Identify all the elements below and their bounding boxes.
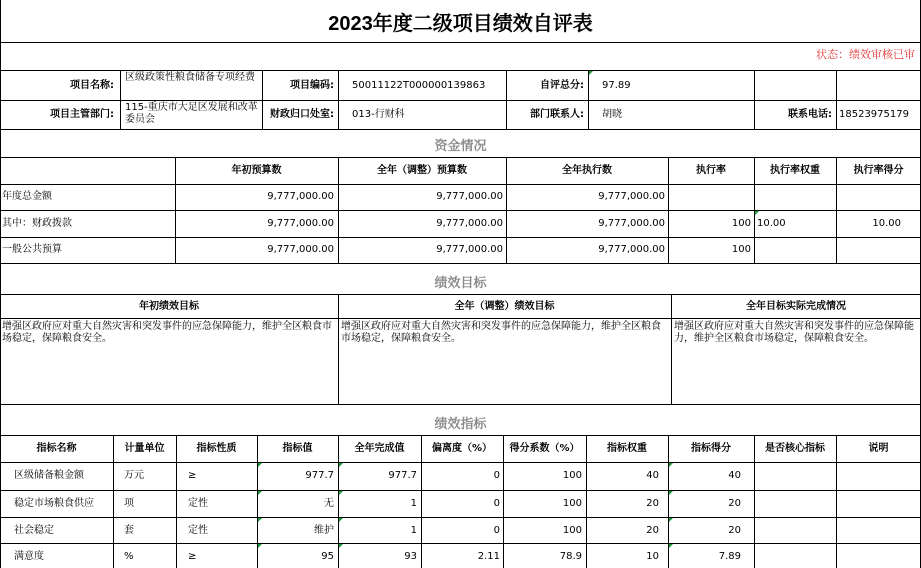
cell-marker-icon <box>669 463 673 467</box>
funds-cell: 9,777,000.00 <box>267 218 334 229</box>
indicator-nature: ≥ <box>188 551 197 562</box>
indicator-score: 7.89 <box>718 551 741 562</box>
goal-text-initial: 增强区政府应对重大自然灾害和突发事件的应急保障能力，维护全区粮食市场稳定，保障粮食安全。 <box>2 321 332 344</box>
funds-cell: 9,777,000.00 <box>436 244 503 255</box>
dept-label: 项目主管部门: <box>50 109 114 120</box>
indicator-header: 指标得分 <box>691 443 731 454</box>
status-badge: 状态：绩效审核已审 <box>816 48 915 61</box>
phone-value: 18523975179 <box>839 109 909 120</box>
funds-header: 年初预算数 <box>231 165 282 176</box>
funds-cell: 9,777,000.00 <box>598 191 665 202</box>
funds-header: 执行率权重 <box>770 165 820 176</box>
indicator-dev: 0 <box>493 470 500 481</box>
indicator-name: 满意度 <box>14 551 44 562</box>
funds-header: 执行率 <box>696 165 726 176</box>
project-code-label: 项目编码: <box>290 80 334 91</box>
indicator-name: 稳定市场粮食供应 <box>14 498 94 509</box>
finance-label: 财政归口处室: <box>270 109 334 120</box>
indicator-coef: 100 <box>562 498 582 509</box>
indicator-coef: 78.9 <box>559 551 582 562</box>
self-score-value: 97.89 <box>602 80 631 91</box>
indicator-nature: ≥ <box>188 470 197 481</box>
goal-text-actual: 增强区政府应对重大自然灾害和突发事件的应急保障能力，维护全区粮食市场稳定，保障粮食安全。 <box>674 321 914 344</box>
cell-marker-icon <box>339 544 343 548</box>
indicator-unit: 项 <box>124 498 134 509</box>
indicator-weight: 40 <box>646 470 659 481</box>
cell-marker-icon <box>258 544 262 548</box>
indicator-score: 20 <box>728 525 741 536</box>
funds-header: 全年执行数 <box>562 165 612 176</box>
page-title: 2023年度二级项目绩效自评表 <box>328 12 593 35</box>
self-score-label: 自评总分: <box>540 80 584 91</box>
indicator-value: 977.7 <box>305 470 334 481</box>
indicator-unit: 万元 <box>124 470 144 481</box>
goals-header: 全年（调整）绩效目标 <box>454 301 555 312</box>
funds-row-label: 一般公共预算 <box>2 244 62 255</box>
contact-value: 胡晓 <box>602 109 622 120</box>
indicator-score: 20 <box>728 498 741 509</box>
indicator-nature: 定性 <box>188 498 208 509</box>
indicator-done: 1 <box>410 498 417 509</box>
phone-label: 联系电话: <box>788 109 832 120</box>
indicator-coef: 100 <box>562 470 582 481</box>
funds-cell: 9,777,000.00 <box>598 218 665 229</box>
indicator-header: 指标值 <box>282 443 313 454</box>
funds-cell: 100 <box>731 218 751 229</box>
funds-row-label: 年度总金额 <box>2 191 52 202</box>
goals-section-title: 绩效目标 <box>434 276 487 291</box>
funds-cell: 9,777,000.00 <box>436 191 503 202</box>
funds-cell: 9,777,000.00 <box>267 191 334 202</box>
cell-marker-icon <box>258 463 262 467</box>
cell-marker-icon <box>669 544 673 548</box>
goals-header: 全年目标实际完成情况 <box>746 301 846 312</box>
funds-cell: 9,777,000.00 <box>436 218 503 229</box>
indicator-value: 维护 <box>314 525 334 536</box>
indicator-header: 偏离度（%） <box>431 443 493 454</box>
indicator-done: 1 <box>410 525 417 536</box>
indicator-header: 指标权重 <box>607 443 647 454</box>
funds-cell: 10.00 <box>872 218 901 229</box>
indicator-value: 无 <box>324 498 334 509</box>
goals-header: 年初绩效目标 <box>139 301 199 312</box>
indicator-dev: 0 <box>493 498 500 509</box>
indicator-header: 说明 <box>868 443 889 454</box>
funds-cell: 9,777,000.00 <box>267 244 334 255</box>
funds-section-title: 资金情况 <box>434 139 487 154</box>
indicator-dev: 0 <box>493 525 500 536</box>
cell-marker-icon <box>669 491 673 495</box>
cell-marker-icon <box>669 518 673 522</box>
indicator-name: 区级储备粮金额 <box>14 470 84 481</box>
dept-value: 115-重庆市大足区发展和改革委员会 <box>125 102 258 125</box>
funds-header: 执行率得分 <box>853 165 904 176</box>
finance-value: 013-行财科 <box>352 109 405 120</box>
indicator-weight: 20 <box>646 525 659 536</box>
indicator-header: 指标性质 <box>196 443 237 454</box>
cell-marker-icon <box>258 491 262 495</box>
indicator-done: 977.7 <box>388 470 417 481</box>
indicator-value: 95 <box>321 551 334 562</box>
cell-marker-icon <box>339 491 343 495</box>
indicator-header: 是否核心指标 <box>765 443 825 454</box>
indicator-nature: 定性 <box>188 525 208 536</box>
indicator-header: 指标名称 <box>36 443 77 454</box>
funds-row-label: 其中：财政拨款 <box>2 218 72 229</box>
goal-text-adjusted: 增强区政府应对重大自然灾害和突发事件的应急保障能力，维护全区粮食市场稳定，保障粮食安全。 <box>341 321 661 344</box>
cell-marker-icon <box>339 518 343 522</box>
indicator-unit: % <box>124 551 134 562</box>
project-code-value: 50011122T000000139863 <box>352 80 486 91</box>
funds-cell: 10.00 <box>757 218 786 229</box>
indicator-header: 全年完成值 <box>354 443 405 454</box>
funds-cell: 9,777,000.00 <box>598 244 665 255</box>
funds-header: 全年（调整）预算数 <box>377 165 467 176</box>
indicator-done: 93 <box>404 551 417 562</box>
indicator-weight: 20 <box>646 498 659 509</box>
indicators-section-title: 绩效指标 <box>434 417 487 432</box>
contact-label: 部门联系人: <box>530 109 584 120</box>
indicator-header: 得分系数（%） <box>509 443 580 454</box>
indicator-dev: 2.11 <box>477 551 500 562</box>
cell-marker-icon <box>258 518 262 522</box>
cell-marker-icon <box>339 463 343 467</box>
indicator-weight: 10 <box>646 551 659 562</box>
indicator-name: 社会稳定 <box>14 525 54 536</box>
cell-marker-icon <box>589 71 593 75</box>
cell-marker-icon <box>755 211 759 215</box>
indicator-header: 计量单位 <box>124 443 165 454</box>
indicator-unit: 套 <box>124 525 134 536</box>
indicator-coef: 100 <box>562 525 582 536</box>
project-name-label: 项目名称: <box>70 80 114 91</box>
project-name-value: 区级政策性粮食储备专项经费 <box>125 72 255 83</box>
funds-cell: 100 <box>731 244 751 255</box>
indicator-score: 40 <box>728 470 741 481</box>
